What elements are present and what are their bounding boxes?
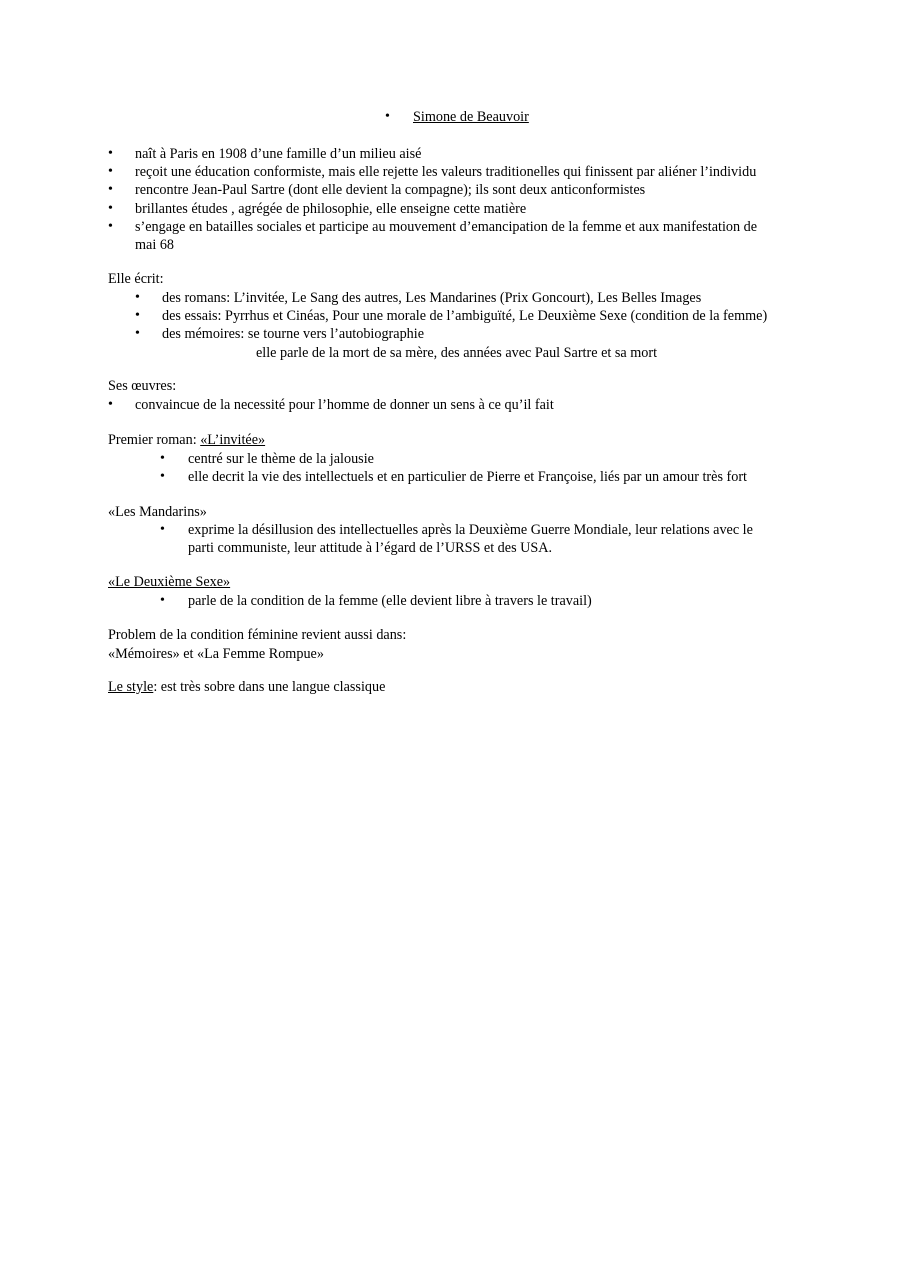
premier-label: Premier roman: xyxy=(108,432,201,448)
bullet-icon: • xyxy=(160,451,165,466)
bullet-icon: • xyxy=(135,308,140,323)
bullet-icon: • xyxy=(108,201,113,216)
section-label-mandarins: «Les Mandarins» xyxy=(108,504,207,520)
style-text: : est très sobre dans une langue classique xyxy=(153,679,386,695)
mandarins-item-continuation: parti communiste, leur attitude à l’égard de l’URSS et des USA. xyxy=(188,540,553,556)
section-label-premier-roman xyxy=(108,431,265,450)
premier-item: elle decrit la vie des intellectuels et en particulier de Pierre et Françoise, liés par un amour très fort xyxy=(188,469,747,485)
bio-item-continuation: mai 68 xyxy=(135,237,175,253)
section-label-deuxieme-sexe: «Le Deuxième Sexe» xyxy=(108,574,231,590)
premier-item: centré sur le thème de la jalousie xyxy=(188,451,374,467)
bullet-icon: • xyxy=(108,182,113,197)
problem-text: Problem de la condition féminine revient aussi dans: xyxy=(108,627,407,643)
style-label: Le style xyxy=(108,679,154,695)
oeuvres-item: convaincue de la necessité pour l’homme de donner un sens à ce qu’il fait xyxy=(135,397,554,413)
sexe-item: parle de la condition de la femme (elle devient libre à travers le travail) xyxy=(188,593,592,609)
bullet-icon: • xyxy=(135,326,140,341)
problem-works: «Mémoires» et «La Femme Rompue» xyxy=(108,646,324,662)
bullet-icon: • xyxy=(135,290,140,305)
bullet-icon: • xyxy=(108,164,113,179)
bio-item: naît à Paris en 1908 d’une famille d’un milieu aisé xyxy=(135,146,422,162)
ecrit-continuation: elle parle de la mort de sa mère, des années avec Paul Sartre et sa mort xyxy=(256,345,658,361)
bullet-icon: • xyxy=(160,469,165,484)
document-title: Simone de Beauvoir xyxy=(413,109,529,125)
bio-item: rencontre Jean-Paul Sartre (dont elle devient la compagne); ils sont deux anticonformistes xyxy=(135,182,646,198)
bio-item: brillantes études , agrégée de philosophie, elle enseigne cette matière xyxy=(135,201,527,217)
bullet-icon: • xyxy=(385,109,390,124)
section-label-oeuvres: Ses œuvres: xyxy=(108,378,177,394)
bullet-icon: • xyxy=(108,219,113,234)
premier-title: «L’invitée» xyxy=(200,432,266,448)
section-label-ecrit: Elle écrit: xyxy=(108,271,164,287)
ecrit-item: des mémoires: se tourne vers l’autobiographie xyxy=(162,326,424,342)
bullet-icon: • xyxy=(108,397,113,412)
style-paragraph xyxy=(108,678,385,697)
bio-item: reçoit une éducation conformiste, mais elle rejette les valeurs traditionelles qui finissent par aliéner l’individu xyxy=(135,164,757,180)
bullet-icon: • xyxy=(160,593,165,608)
bullet-icon: • xyxy=(108,146,113,161)
ecrit-item: des romans: L’invitée, Le Sang des autres, Les Mandarines (Prix Goncourt), Les Belles Images xyxy=(162,290,702,306)
bullet-icon: • xyxy=(160,522,165,537)
mandarins-item: exprime la désillusion des intellectuelles après la Deuxième Guerre Mondiale, leur relations avec le xyxy=(188,522,753,538)
bio-item: s’engage en batailles sociales et participe au mouvement d’emancipation de la femme et aux manifestation de xyxy=(135,219,758,235)
ecrit-item: des essais: Pyrrhus et Cinéas, Pour une morale de l’ambiguïté, Le Deuxième Sexe (condition de la femme) xyxy=(162,308,768,324)
